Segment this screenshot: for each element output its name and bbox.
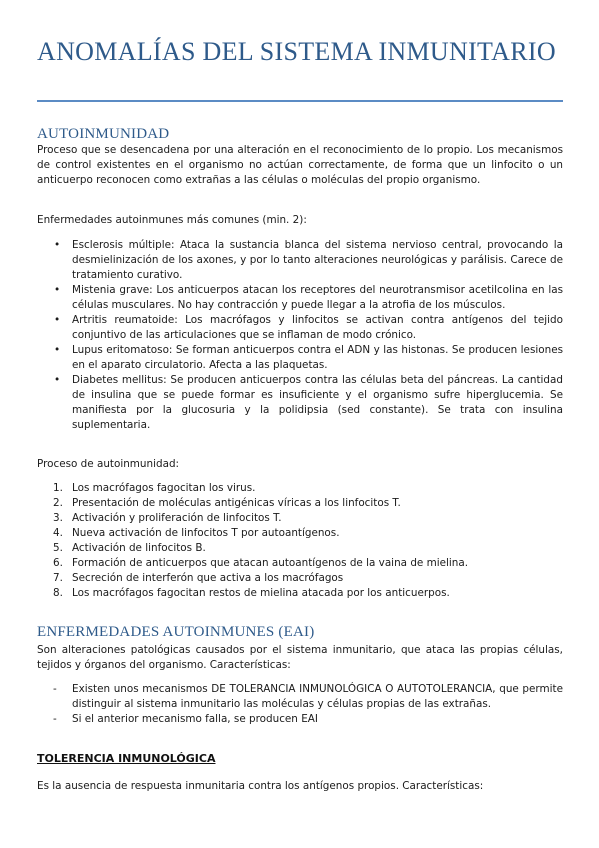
- step-text: Presentación de moléculas antigénicas víricas a los linfocitos T.: [72, 497, 401, 509]
- step-number: 3.: [53, 512, 63, 524]
- list-item: [53, 682, 563, 712]
- diseases-label: Enfermedades autoinmunes más comunes (min. 2):: [37, 214, 307, 226]
- process-steps-list: [53, 481, 563, 601]
- disease-text: Mistenia grave: Los anticuerpos atacan los receptores del neurotransmisor acetilcolina en las células musculares. No hay contracción y puede llegar a la atrofia de los músculos.: [72, 284, 563, 311]
- heading-autoinmunidad: AUTOINMUNIDAD: [37, 126, 170, 142]
- list-item: [54, 313, 563, 343]
- step-text: Formación de anticuerpos que atacan autoantígenos de la vaina de mielina.: [72, 557, 469, 569]
- eai-characteristics-list: [53, 682, 563, 727]
- process-label: Proceso de autoinmunidad:: [37, 458, 180, 470]
- page-title: ANOMALÍAS DEL SISTEMA INMUNITARIO: [37, 37, 556, 66]
- bullet-marker: •: [54, 344, 61, 356]
- list-item: [53, 556, 563, 571]
- disease-text: Lupus eritomatoso: Se forman anticuerpos contra el ADN y las histonas. Se producen lesiones en el aparato circulatorio. Afecta a las plaquetas.: [72, 344, 563, 371]
- list-item: [53, 481, 563, 496]
- bullet-marker: •: [54, 314, 61, 326]
- bullet-marker: •: [54, 284, 61, 296]
- step-text: Nueva activación de linfocitos T por autoantígenos.: [72, 527, 340, 539]
- step-number: 2.: [53, 497, 63, 509]
- dash-marker: -: [53, 683, 57, 695]
- title-underline-rule: [37, 100, 563, 102]
- list-item: [53, 571, 563, 586]
- step-text: Los macrófagos fagocitan restos de mielina atacada por los anticuerpos.: [72, 587, 450, 599]
- step-text: Los macrófagos fagocitan los virus.: [72, 482, 256, 494]
- list-item: [54, 238, 563, 283]
- dash-marker: -: [53, 713, 57, 725]
- tolerancia-intro: Es la ausencia de respuesta inmunitaria contra los antígenos propios. Características:: [37, 780, 484, 792]
- diseases-list: [54, 238, 563, 433]
- step-number: 4.: [53, 527, 63, 539]
- list-item: [54, 373, 563, 433]
- bullet-marker: •: [54, 239, 61, 251]
- heading-tolerancia: TOLERENCIA INMUNOLÓGICA: [37, 752, 216, 765]
- step-number: 5.: [53, 542, 63, 554]
- bullet-marker: •: [54, 374, 61, 386]
- list-item: [53, 496, 563, 511]
- autoinmunidad-intro: Proceso que se desencadena por una alteración en el reconocimiento de lo propio. Los mecanismos de control existentes en el organismo no actúan correctamente, de forma que un linfocito o un anticuerpo reconocen como extrañas a las células o moléculas del propio organismo.: [37, 144, 563, 186]
- disease-text: Diabetes mellitus: Se producen anticuerpos contra las células beta del páncreas. La cantidad de insulina que se puede formar es insuficiente y el organismo sufre hiperglucemia. Se manifiesta por la glucosuria y la polidipsia (sed constante). Se trata con insulina suplementaria.: [72, 374, 563, 431]
- step-text: Activación y proliferación de linfocitos T.: [72, 512, 282, 524]
- list-item: [53, 541, 563, 556]
- disease-text: Artritis reumatoide: Los macrófagos y linfocitos se activan contra antígenos del tejido conjuntivo de las articulaciones que se inflaman de modo crónico.: [72, 314, 563, 341]
- list-item: [53, 586, 563, 601]
- characteristic-text: Existen unos mecanismos DE TOLERANCIA INMUNOLÓGICA O AUTOTOLERANCIA, que permite distinguir al sistema inmunitario las moléculas y células propias de las extrañas.: [72, 683, 563, 710]
- list-item: [54, 283, 563, 313]
- eai-intro: Son alteraciones patológicas causados por el sistema inmunitario, que ataca las propias células, tejidos y órganos del organismo. Características:: [37, 644, 563, 671]
- characteristic-text: Si el anterior mecanismo falla, se producen EAI: [72, 713, 318, 725]
- step-number: 1.: [53, 482, 63, 494]
- step-text: Secreción de interferón que activa a los macrófagos: [72, 572, 344, 584]
- heading-eai: ENFERMEDADES AUTOINMUNES (EAI): [37, 624, 315, 640]
- step-number: 8.: [53, 587, 63, 599]
- step-number: 6.: [53, 557, 63, 569]
- step-number: 7.: [53, 572, 63, 584]
- list-item: [53, 526, 563, 541]
- disease-text: Esclerosis múltiple: Ataca la sustancia blanca del sistema nervioso central, provocando la desmielinización de los axones, y por lo tanto alteraciones neurológicas y parálisis. Carece de tratamiento curativo.: [72, 239, 563, 281]
- list-item: [54, 343, 563, 373]
- list-item: [53, 712, 563, 727]
- list-item: [53, 511, 563, 526]
- step-text: Activación de linfocitos B.: [72, 542, 206, 554]
